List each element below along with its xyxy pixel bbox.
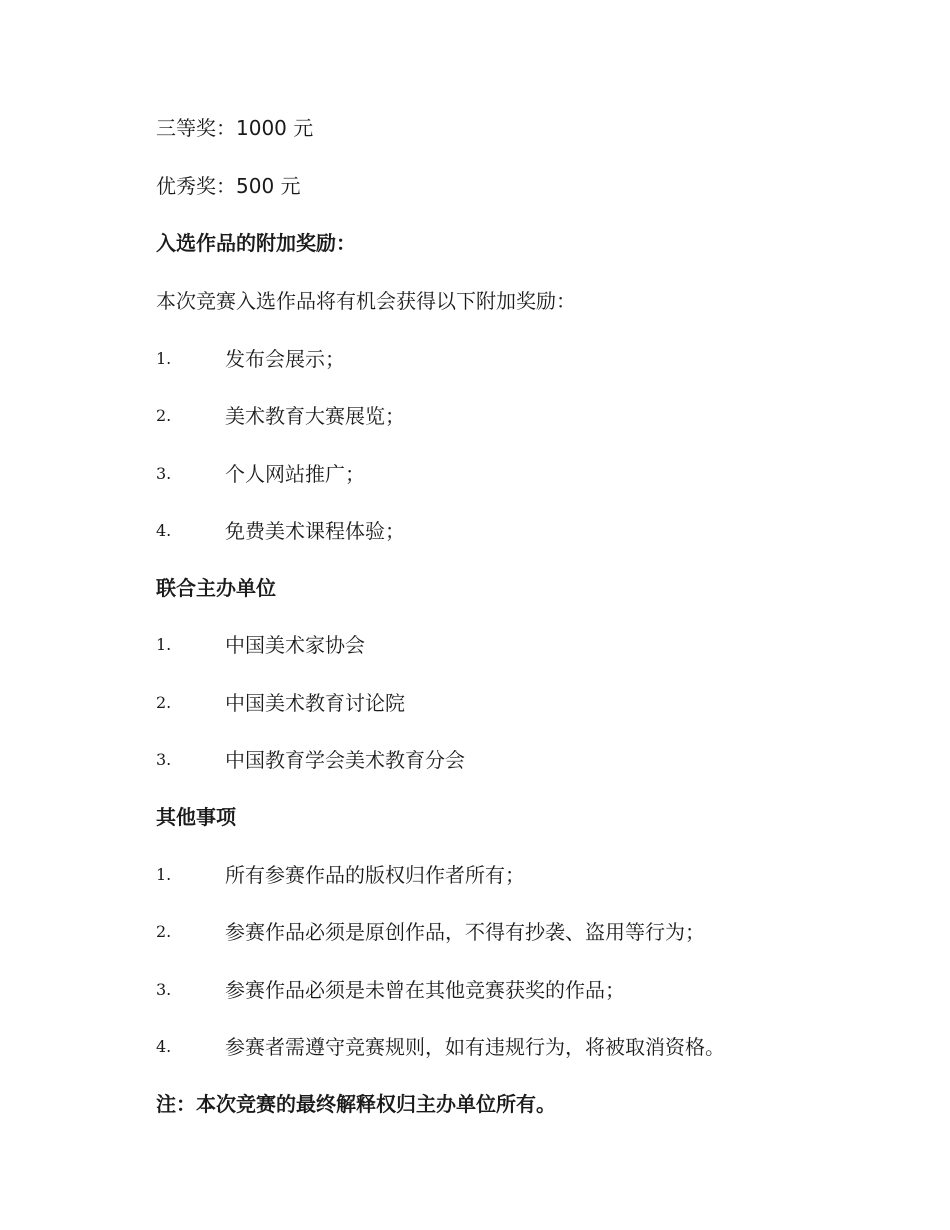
list-item-text: 所有参赛作品的版权归作者所有； [225,863,525,887]
list-item-text: 参赛作品必须是原创作品，不得有抄袭、盗用等行为； [225,920,705,944]
list-item-number: 4. [156,1037,172,1056]
list-item-number: 1. [156,865,172,884]
list-item-number: 1. [156,349,172,368]
list-item-text: 参赛作品必须是未曾在其他竞赛获奖的作品； [225,978,625,1002]
other-matters-heading: 其他事项 [156,805,236,829]
list-item-number: 2. [156,922,172,941]
list-item-text: 中国美术教育讨论院 [225,691,405,715]
list-item-text: 中国美术家协会 [225,633,365,657]
list-item-number: 3. [156,750,172,769]
list-item-text: 免费美术课程体验； [225,519,405,543]
list-item-text: 中国教育学会美术教育分会 [225,748,465,772]
list-item-number: 2. [156,406,172,425]
additional-rewards-heading: 入选作品的附加奖励： [156,231,356,255]
list-item-number: 3. [156,980,172,999]
list-item-number: 4. [156,521,172,540]
third-prize-text: 三等奖：1000 元 [156,116,314,140]
list-item-text: 参赛者需遵守竞赛规则，如有违规行为，将被取消资格。 [225,1035,725,1059]
co-organizers-heading: 联合主办单位 [156,576,276,600]
list-item-text: 发布会展示； [225,347,345,371]
final-note: 注：本次竞赛的最终解释权归主办单位所有。 [156,1092,556,1116]
list-item-number: 3. [156,464,172,483]
additional-rewards-intro: 本次竞赛入选作品将有机会获得以下附加奖励： [156,289,576,313]
list-item-number: 1. [156,635,172,654]
list-item-text: 个人网站推广； [225,462,365,486]
list-item-number: 2. [156,693,172,712]
excellent-prize-text: 优秀奖：500 元 [156,174,301,198]
list-item-text: 美术教育大赛展览； [225,404,405,428]
